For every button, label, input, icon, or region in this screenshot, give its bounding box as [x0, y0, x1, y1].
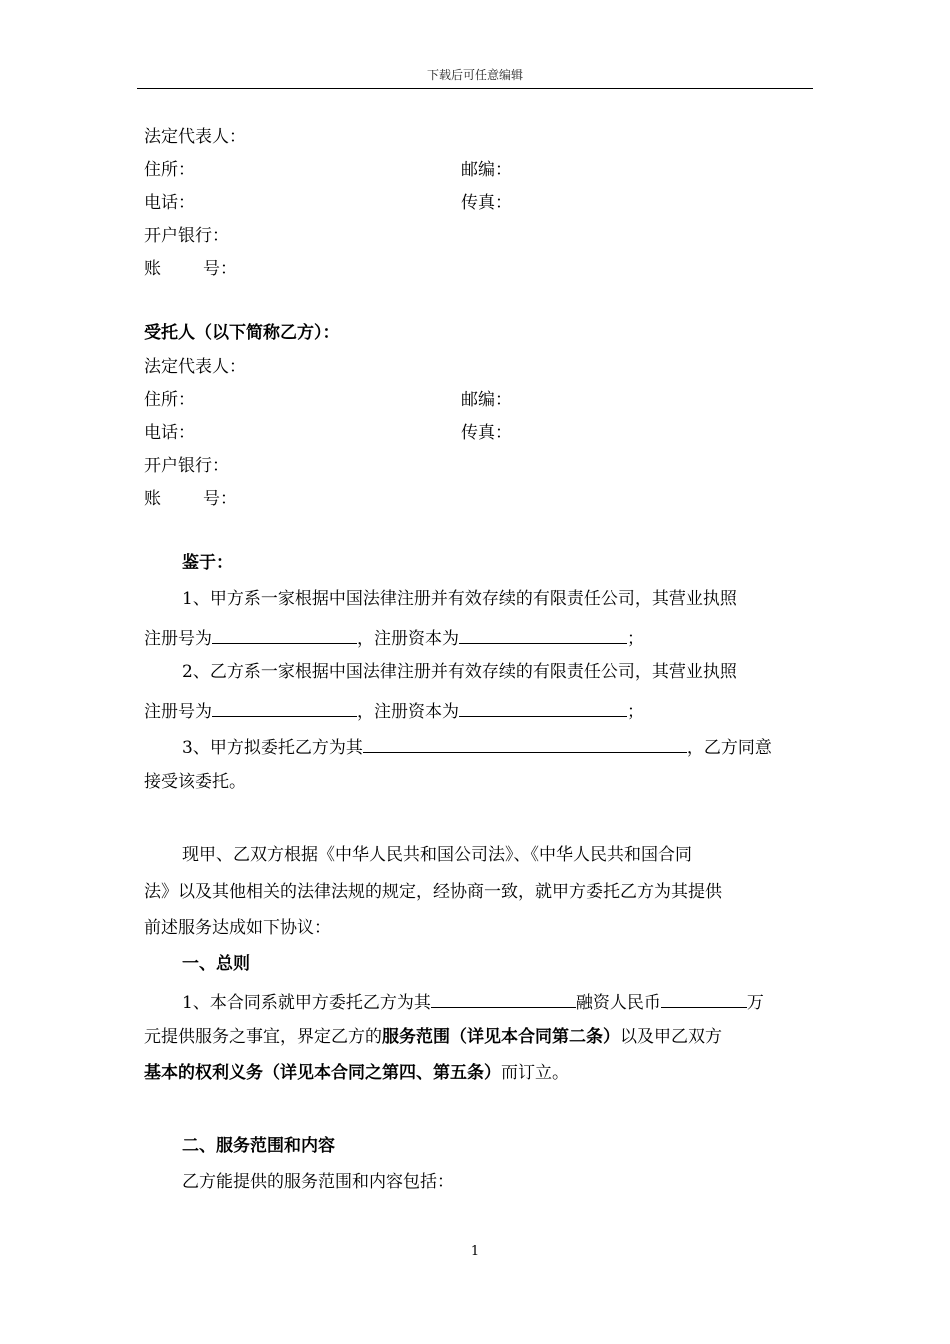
section1-line2	[144, 1026, 722, 1048]
amount-blank	[661, 989, 747, 1008]
party-b-postcode: 邮编：	[461, 390, 512, 410]
semicolon-b: ；	[627, 702, 644, 722]
preamble-line1: 现甲、乙双方根据《中华人民共和国公司法》、《中华人民共和国合同	[182, 845, 692, 865]
section1-l2-text-a: 元提供服务之事宜，界定乙方的	[144, 1027, 382, 1047]
party-b-account	[144, 488, 237, 510]
section1-l1-text-c: 万	[746, 993, 764, 1013]
section2-title: 二、服务范围和内容	[182, 1136, 335, 1156]
capital-label-b: ，注册资本为	[357, 702, 459, 722]
party-a-account	[144, 258, 237, 280]
party-b-address: 住所：	[144, 390, 195, 410]
reg-no-label-b: 注册号为	[144, 702, 212, 722]
whereas-item3-line2: 接受该委托。	[144, 772, 246, 792]
section1-l2-bold: 服务范围（详见本合同第二条）	[382, 1027, 620, 1047]
section1-line3	[144, 1062, 569, 1084]
section2-line1: 乙方能提供的服务范围和内容包括：	[182, 1172, 454, 1192]
section1-l2-text-c: 以及甲乙双方	[620, 1027, 722, 1047]
party-a-phone: 电话：	[144, 193, 195, 213]
whereas-item2-line2	[144, 698, 644, 723]
party-a-account-label-b: 号：	[203, 259, 237, 279]
semicolon-a: ；	[627, 629, 644, 649]
item3-text-a: 3、甲方拟委托乙方为其	[182, 738, 363, 758]
item3-text-b: ，乙方同意	[686, 738, 772, 758]
party-b-fax: 传真：	[461, 423, 512, 443]
party-a-address: 住所：	[144, 160, 195, 180]
party-a-bank: 开户银行：	[144, 226, 229, 246]
whereas-item2-line1: 2、乙方系一家根据中国法律注册并有效存续的有限责任公司，其营业执照	[182, 662, 737, 682]
party-b-title: 受托人（以下简称乙方）：	[144, 323, 340, 343]
party-b-account-label-b: 号：	[203, 489, 237, 509]
page-header: 下载后可任意编辑	[426, 68, 523, 82]
page-number: 1	[470, 1244, 480, 1259]
reg-no-blank-b	[212, 698, 357, 717]
capital-blank-b	[459, 698, 627, 717]
section1-title: 一、总则	[182, 954, 250, 974]
project-blank	[431, 989, 576, 1008]
whereas-item1-line1: 1、甲方系一家根据中国法律注册并有效存续的有限责任公司，其营业执照	[182, 589, 737, 609]
section1-l1-text-b: 融资人民币	[575, 993, 661, 1013]
party-a-legal-rep: 法定代表人：	[144, 127, 246, 147]
service-blank	[363, 734, 687, 753]
whereas-item1-line2	[144, 625, 644, 650]
party-a-fax: 传真：	[461, 193, 512, 213]
section1-line1	[182, 989, 764, 1014]
reg-no-label-a: 注册号为	[144, 629, 212, 649]
whereas-item3-line1	[182, 734, 772, 759]
header-rule	[137, 88, 813, 89]
section1-l3-text-b: 而订立。	[501, 1063, 569, 1083]
capital-blank-a	[459, 625, 627, 644]
party-b-bank: 开户银行：	[144, 456, 229, 476]
section1-l3-bold: 基本的权利义务（详见本合同之第四、第五条）	[144, 1063, 501, 1083]
party-b-phone: 电话：	[144, 423, 195, 443]
section1-l1-text-a: 1、本合同系就甲方委托乙方为其	[182, 993, 431, 1013]
party-b-account-label-a: 账	[144, 489, 161, 509]
party-b-legal-rep: 法定代表人：	[144, 357, 246, 377]
preamble-line2: 法》以及其他相关的法律法规的规定，经协商一致，就甲方委托乙方为其提供	[144, 882, 722, 902]
party-a-account-label-a: 账	[144, 259, 161, 279]
capital-label-a: ，注册资本为	[357, 629, 459, 649]
reg-no-blank-a	[212, 625, 357, 644]
preamble-line3: 前述服务达成如下协议：	[144, 918, 331, 938]
party-a-postcode: 邮编：	[461, 160, 512, 180]
whereas-title: 鉴于：	[182, 553, 233, 573]
